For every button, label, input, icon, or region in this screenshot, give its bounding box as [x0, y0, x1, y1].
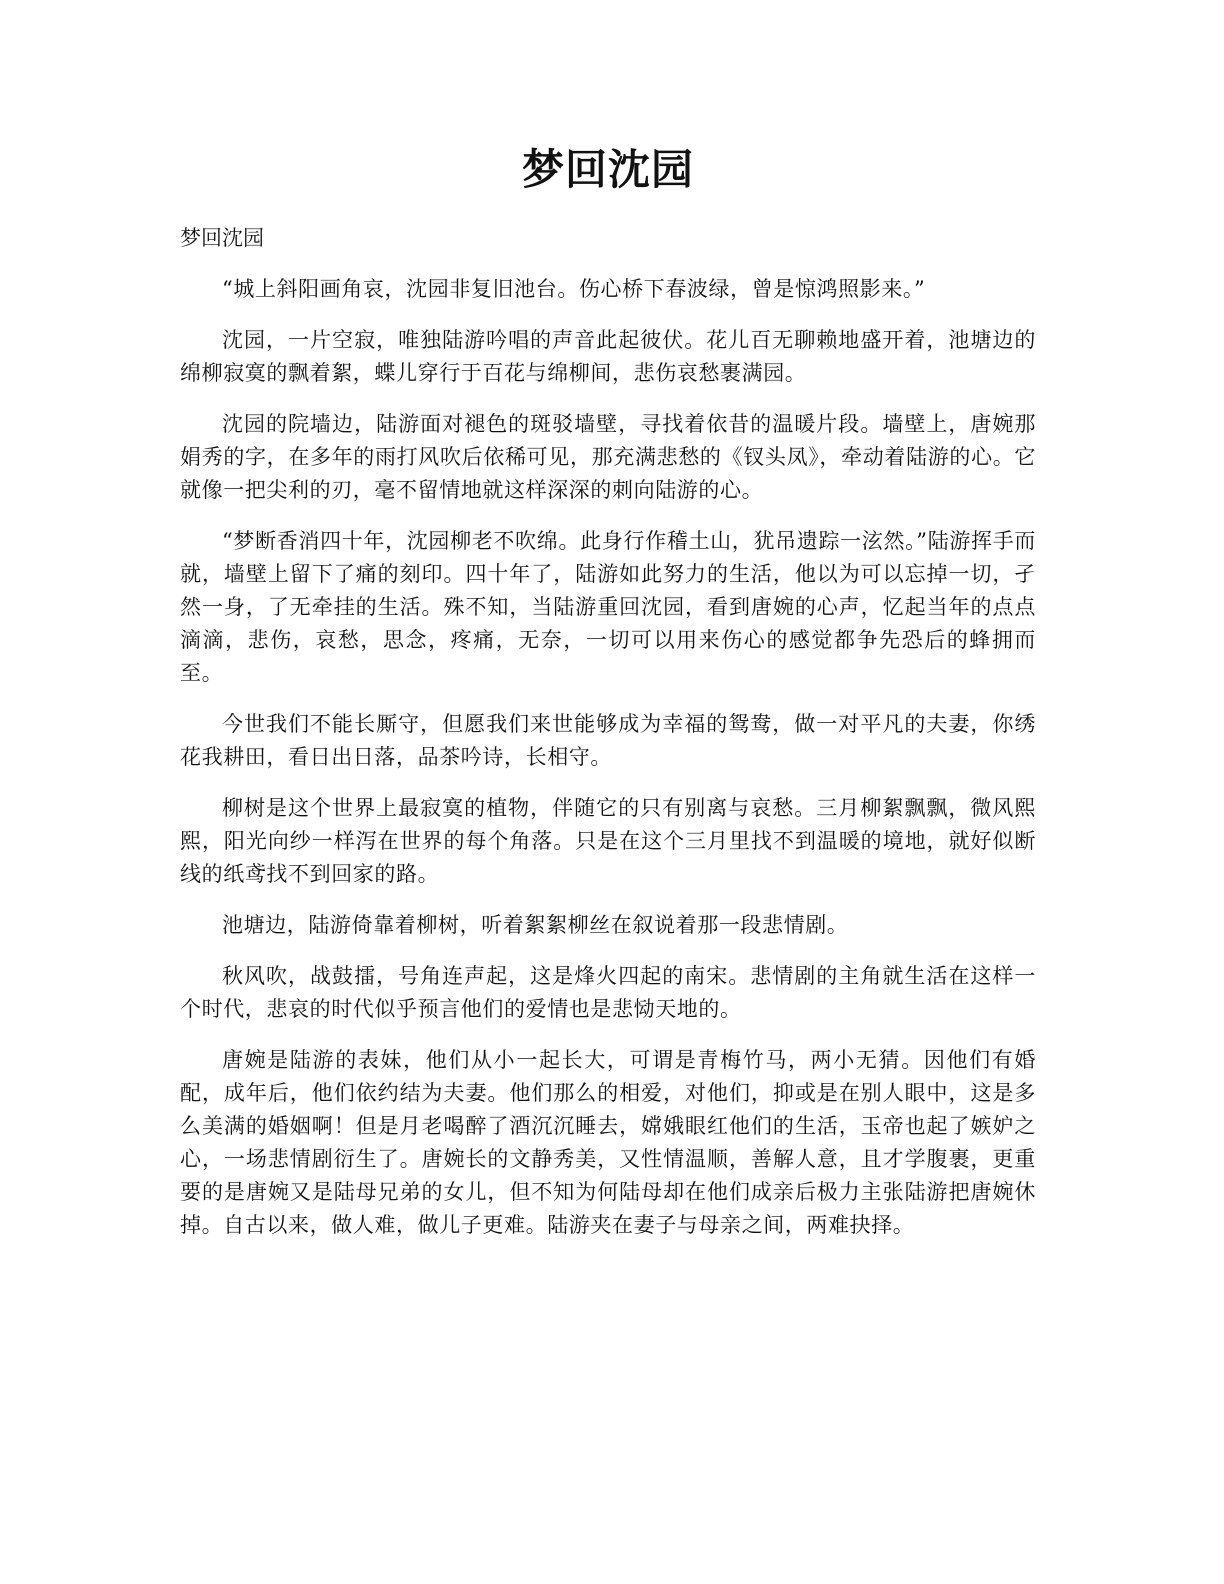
document-title: 梦回沈园	[521, 145, 694, 194]
paragraph: 唐婉是陆游的表妹，他们从小一起长大，可谓是青梅竹马，两小无猜。因他们有婚配，成年后，他们依约结为夫妻。他们那么的相爱，对他们，抑或是在别人眼中，这是多么美满的婚姻啊！但是月老喝醉了酒沉沉睡去，嫦娥眼红他们的生活，玉帝也起了嫉妒之心，一场悲情剧衍生了。唐婉长的文静秀美，又性情温顺，善解人意，且才学腹裹，更重要的是唐婉又是陆母兄弟的女儿，但不知为何陆母却在他们成亲后极力主张陆游把唐婉休掉。自古以来，做人难，做儿子更难。陆游夹在妻子与母亲之间，两难抉择。	[180, 1048, 1036, 1237]
paragraph: 今世我们不能长厮守，但愿我们来世能够成为幸福的鸳鸯，做一对平凡的夫妻，你绣花我耕田，看日出日落，品茶吟诗，长相守。	[180, 712, 1036, 769]
paragraph: 秋风吹，战鼓擂，号角连声起，这是烽火四起的南宋。悲情剧的主角就生活在这样一个时代，悲哀的时代似乎预言他们的爱情也是悲恸天地的。	[180, 964, 1036, 1021]
paragraph: “梦断香消四十年，沈园柳老不吹绵。此身行作稽土山，犹吊遗踪一泫然。”陆游挥手而就，墙壁上留下了痛的刻印。四十年了，陆游如此努力的生活，他以为可以忘掉一切，孑然一身，了无牵挂的生活。殊不知，当陆游重回沈园，看到唐婉的心声，忆起当年的点点滴滴，悲伤，哀愁，思念，疼痛，无奈，一切可以用来伤心的感觉都争先恐后的蜂拥而至。	[180, 529, 1036, 685]
paragraph: 柳树是这个世界上最寂寞的植物，伴随它的只有别离与哀愁。三月柳絮飘飘，微风熙熙，阳光向纱一样泻在世界的每个角落。只是在这个三月里找不到温暖的境地，就好似断线的纸鸢找不到回家的路。	[180, 796, 1036, 886]
document-subtitle: 梦回沈园	[180, 226, 264, 250]
paragraph: “城上斜阳画角哀，沈园非复旧池台。伤心桥下春波绿，曾是惊鸿照影来。”	[222, 277, 926, 301]
document-page	[180, 140, 1036, 1260]
paragraph: 沈园，一片空寂，唯独陆游吟唱的声音此起彼伏。花儿百无聊赖地盛开着，池塘边的绵柳寂寞的飘着絮，蝶儿穿行于百花与绵柳间，悲伤哀愁裹满园。	[180, 328, 1036, 385]
paragraph: 池塘边，陆游倚靠着柳树，听着絮絮柳丝在叙说着那一段悲情剧。	[222, 913, 849, 937]
paragraph: 沈园的院墙边，陆游面对褪色的斑驳墙壁，寻找着依昔的温暖片段。墙壁上，唐婉那娟秀的字，在多年的雨打风吹后依稀可见，那充满悲愁的《钗头凤》，牵动着陆游的心。它就像一把尖利的刃，毫不留情地就这样深深的刺向陆游的心。	[180, 412, 1036, 502]
